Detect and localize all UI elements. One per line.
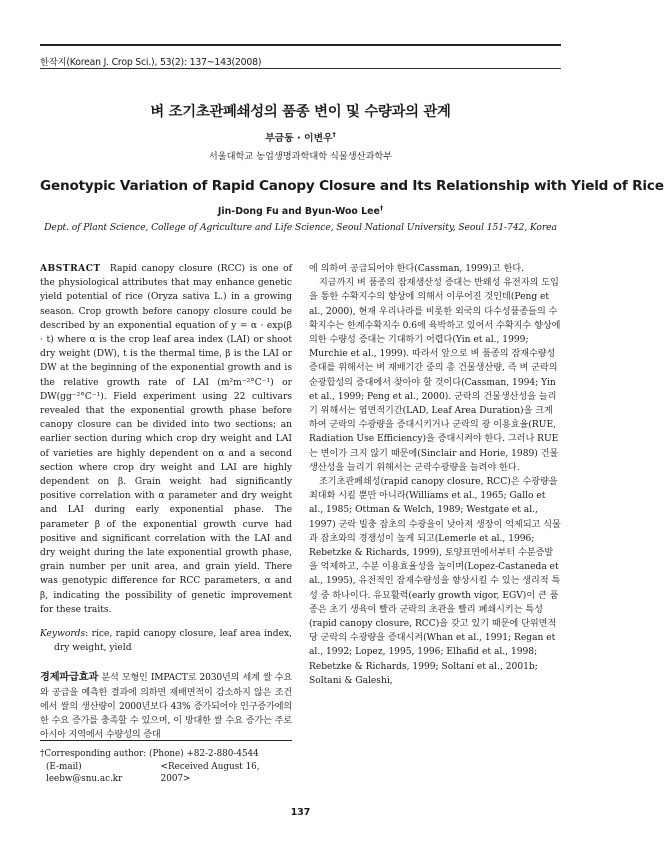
intro-right-paragraph-1: 에 의하여 공급되어야 한다(Cassman, 1999)고 한다. [309,264,525,274]
korean-authors [40,130,561,144]
dagger-mark: † [332,130,336,139]
korean-author-names: 부금동 · 이변우 [265,133,333,144]
page-number: 137 [290,807,311,818]
korean-title: 벼 조기초관폐쇄성의 품종 변이 및 수량과의 관계 [150,104,451,120]
footnote-rule [40,740,292,741]
english-affiliation: Dept. of Plant Science, College of Agriculture and Life Science, Seoul National University, Seoul 151-742, Korea [44,222,557,233]
right-column [309,262,561,688]
intro-left-text: 분석 모형인 IMPACT로 2030년의 세계 쌀 수요와 공급을 예측한 결과에 의하면 재배면적이 감소하지 않은 조건에서 쌀의 생산량이 2000년보다 43% 증가되어야 인구증가에의한 수요 증가를 충족할 수 있으며, 이 방대한 쌀 수요 증가는 주로 아시아 지역에서 수량성의 증대 [40,673,292,741]
top-rule [40,44,561,46]
footnote [40,748,292,786]
footnote-corresponding: †Corresponding author: (Phone) +82-2-880-4544 [40,749,259,759]
footnote-email: (E-mail) leebw@snu.ac.kr [46,761,123,784]
english-dagger-mark: † [379,204,384,212]
korean-affiliation: 서울대학교 농업생명과학대학 식물생산과학부 [208,151,393,162]
abstract-heading: ABSTRACT [40,263,101,274]
journal-header: 한작지(Korean J. Crop Sci.), 53(2): 137~143(2008) [40,57,262,68]
intro-left-paragraph [40,671,292,742]
english-title: Genotypic Variation of Rapid Canopy Closure and Its Relationship with Yield of Rice [40,178,664,194]
footnote-line-2 [40,761,292,786]
left-column [40,262,292,752]
header-rule [40,68,561,69]
english-authors [40,204,561,217]
abstract-body: Rapid canopy closure (RCC) is one of the physiological attributes that may enhance genetic yield potential of rice (Oryza sativa L.) in a growing season. Crop growth before canopy closure could be described by an exponential equation of y = α · exp(β · t) where α is the crop leaf area index (LAI) or shoot dry weight (DW), t is the thermal time, β is the LAI or DW at the beginning of the exponential growth and is the relative growth rate of LAI (m²m⁻²°C⁻¹) or DW(gg⁻²°C⁻¹). Field experiment using 22 cultivars revealed that the exponential growth phase before canopy closure can be divided into two sections; an earlier section during which crop dry weight and LAI of varieties are highly dependent on α and a second section where crop dry weight and LAI are highly dependent on β. Grain weight had significantly positive correlation with α parameter and dry weight and LAI during early exponential phase. The parameter β of the exponential growth curve had positive and significant correlation with the LAI and dry weight during the late exponential growth phase, grain number per unit area, and grain yield. There was genotypic difference for RCC parameters, α and β, indicating the possibility of genetic improvement for these traits. [40,264,292,615]
intro-right-paragraph-2: 지금까지 벼 품종의 잠재생산성 증대는 반왜성 유전자의 도입을 통한 수확지수의 향상에 의해서 이루어진 것인데(Peng et al., 2000), 현재 우리나라를 비롯한 외국의 다수성품종들의 수확지수는 한계수확지수 0.6에 육박하고 있어서 수확지수 향상에 의한 수량성 증대는 기대하기 어렵다(Yin et al., 1999; Murchie et al., 1999). 따라서 앞으로 벼 품종의 잠재수량성 증대를 위해서는 벼 재배기간 중의 총 건물생산량, 즉 벼 군락의 순광합성의 증대에서 찾아야 할 것이다(Cassman, 1994; Yin et al., 1999; Peng et al., 2000). 군락의 건물생산성을 늘리기 위해서는 엽면적기간(LAD, Leaf Area Duration)을 크게 하여 군락의 수광량을 증대시키거나 군락의 광 이용효율(RUE, Radiation Use Efficiency)을 증대시켜야 한다. 그러나 RUE는 변이가 크지 않기 때문에(Sinclair and Horie, 1989) 건물생산성을 늘리기 위해서는 군락수광량을 늘려야 한다. [309,278,561,473]
footnote-received: <Received August 16, 2007> [160,761,260,784]
keywords-label: Keywords [40,629,86,640]
intro-heading: 경제파급효과 [40,672,99,684]
keywords-text: : rice, rapid canopy closure, leaf area index, dry weight, yield [54,629,292,654]
english-author-names: Jin-Dong Fu and Byun-Woo Lee [217,206,380,218]
abstract [40,262,292,617]
intro-right-paragraph-3: 조기초관폐쇄성(rapid canopy closure, RCC)은 수광량을 최대화 시킬 뿐만 아니라(Williams et al., 1965; Gallo et al., 1985; Ottman & Welch, 1989; Westgate et al., 1997) 군락 빌충 잡초의 수광을이 낮아져 생장이 억제되고 식물과 잡초와의 경쟁성이 높게 되고(Lemerle et al., 1996; Rebetzke & Richards, 1999), 토양표면에서부터 수분증발을 억제하고, 수분 이용효율성을 높이며(Lopez-Castaneda et al., 1995), 유전적인 잠재수량성을 향상시킬 수 있는 생리적 특성 중 하나이다. 유묘활력(early growth vigor, EGV)이 큰 품종은 초기 생육이 빨라 군락의 초관을 빨리 폐쇄시키는 특성(rapid canopy closure, RCC)을 갖고 있기 때문에 단위면적당 군락의 수광량을 증대시켜(Whan et al., 1991; Regan et al., 1992; Lopez, 1995, 1996; Elhafid et al., 1998; Rebetzke & Richards, 1999; Soltani et al., 2001b; Soltani & Galeshi, [309,477,561,686]
keywords [40,627,292,655]
